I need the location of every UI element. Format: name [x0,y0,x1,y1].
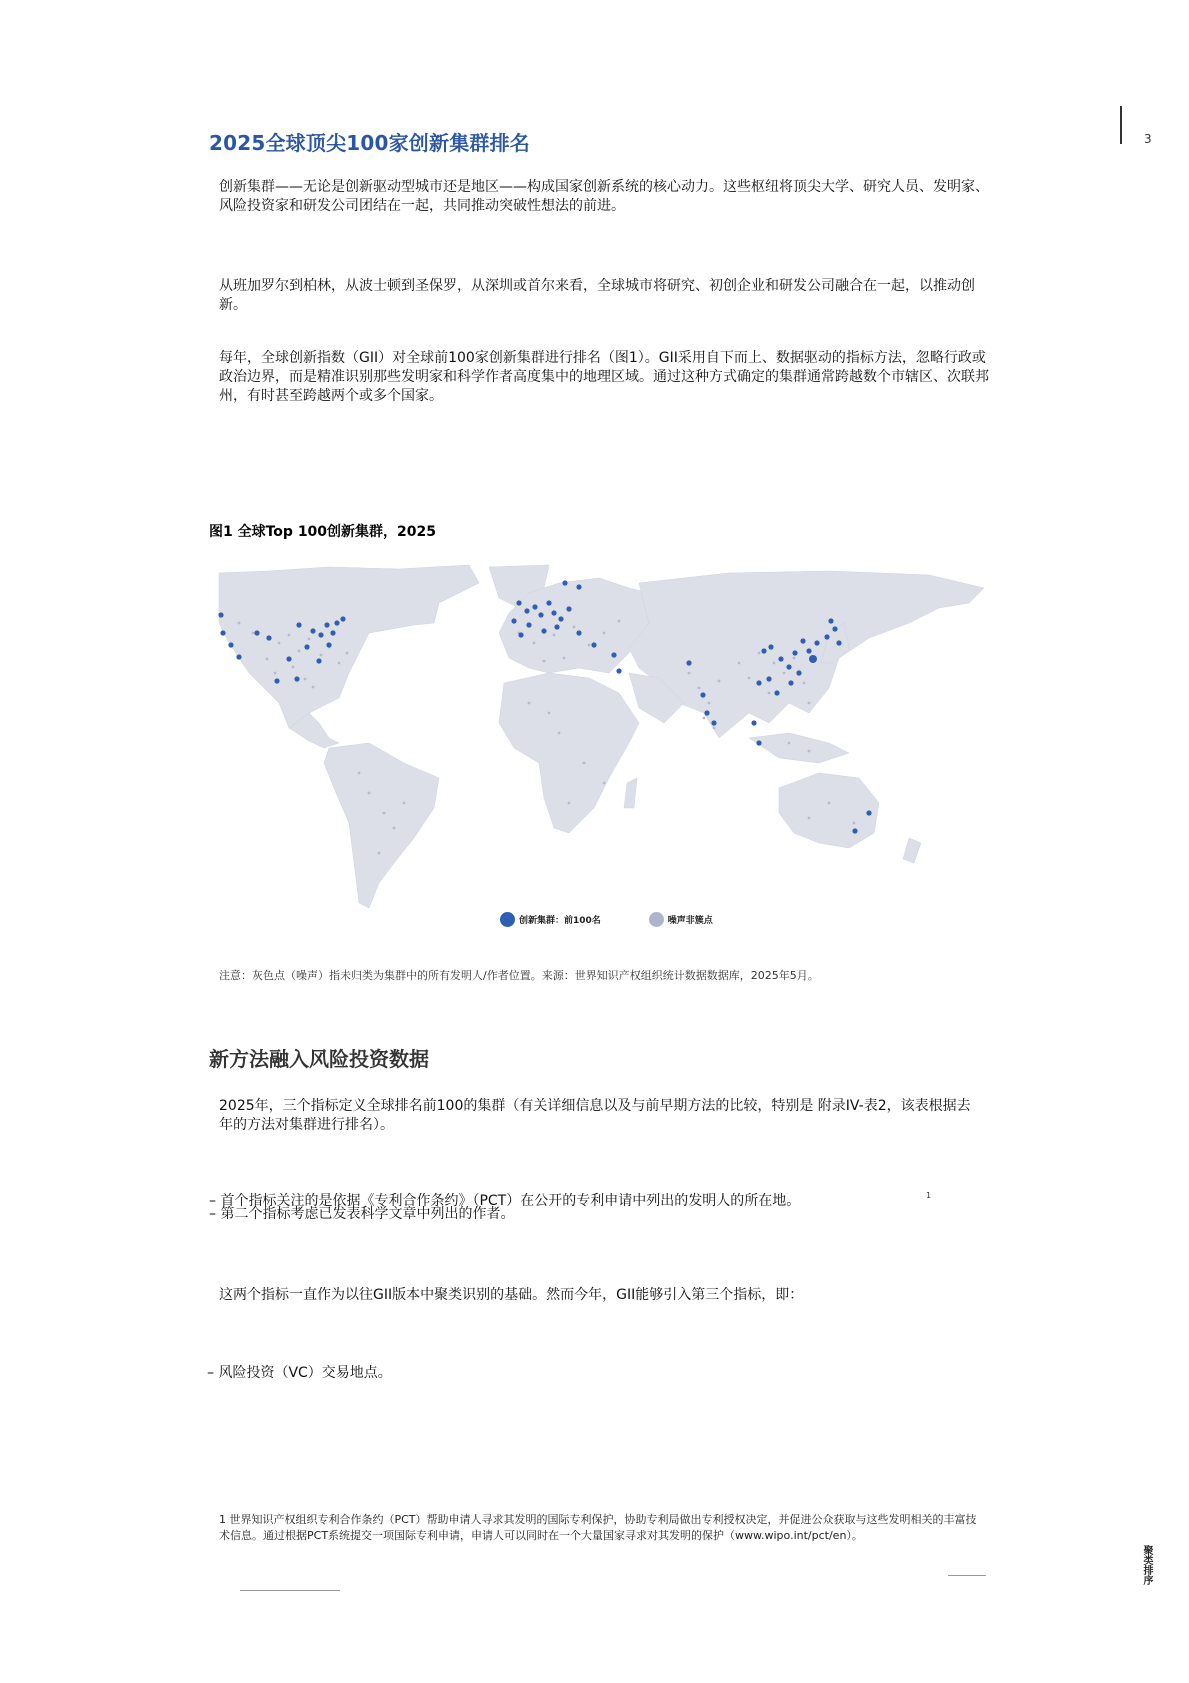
legend-noise-label: 噪声非簇点 [667,916,713,926]
bullet-item-pct: – 首个指标关注的是依据《专利合作条约》（PCT）在公开的专利申请中列出的发明人的所在地。 [209,1193,801,1209]
legend-cluster-label: 创新集群：前100名 [519,916,601,926]
madagascar-landmass [624,778,637,808]
page-number: 3 [1144,132,1152,146]
southeast-asia-islands [749,733,849,763]
continents [219,565,984,908]
south-america-landmass [324,743,439,908]
footnote: 1 世界知识产权组织专利合作条约（PCT）帮助申请人寻求其发明的国际专利保护，协助专利局做出专利授权决定，并促进公众获取与这些发明相关的丰富技术信息。通过根据PCT系统提交一项国际专利申请，申请人可以同时在一个大量国家寻求对其发明的保护（www.wipo.int/pct/en）。 [219,1513,977,1542]
bullet-item-authors: – 第二个指标考虑已发表科学文章中列出的作者。 [209,1206,515,1222]
north-america-landmass [219,565,479,728]
footer-rule-right [948,1575,986,1576]
noise-dot-icon [649,912,664,927]
intro-paragraph-1: 创新集群——无论是创新驱动型城市还是地区——构成国家创新系统的核心动力。这些枢纽将顶尖大学、研究人员、发明家、风险投资家和研发公司团结在一起，共同推动突破性想法的前进。 [219,179,989,214]
bullet-item-vc: – 风险投资（VC）交易地点。 [207,1365,392,1381]
section-paragraph-1: 2025年，三个指标定义全球排名前100的集群（有关详细信息以及与前早期方法的比较，特别是 附录IV-表2，该表根据去年的方法对集群进行排名）。 [219,1098,971,1133]
page-title: 2025全球顶尖100家创新集群排名 [209,131,531,155]
australia-landmass [779,773,879,848]
new-zealand-landmass [903,838,921,863]
page-rule [1120,106,1122,144]
figure-note: 注意：灰色点（噪声）指未归类为集群中的所有发明人/作者位置。来源：世界知识产权组织统计数据数据库，2025年5月。 [219,969,819,982]
section-paragraph-2: 这两个指标一直作为以往GII版本中聚类识别的基础。然而今年，GII能够引入第三个指标，即： [219,1287,804,1303]
africa-landmass [499,673,639,833]
cluster-dot-icon [500,912,515,927]
asia-landmass [629,571,984,738]
section-heading: 新方法融入风险投资数据 [209,1047,429,1071]
footnote-marker: 1 [926,1191,932,1200]
map-legend [500,912,761,927]
figure-title: 图1 全球Top 100创新集群，2025 [209,524,437,540]
legend-cluster [500,912,601,927]
footer-rule-left [240,1590,340,1591]
intro-paragraph-2: 从班加罗尔到柏林，从波士顿到圣保罗，从深圳或首尔来看，全球城市将研究、初创企业和研发公司融合在一起，以推动创新。 [219,278,975,313]
side-section-label: 聚类排序 [1141,1545,1152,1585]
legend-noise [649,912,713,927]
intro-paragraph-3: 每年，全球创新指数（GII）对全球前100家创新集群进行排名（图1）。GII采用自下而上、数据驱动的指标方法，忽略行政或政治边界，而是精准识别那些发明家和科学作者高度集中的地理区域。通过这种方式确定的集群通常跨越数个市辖区、次联邦州，有时甚至跨越两个或多个国家。 [219,350,989,404]
world-cluster-map [209,563,989,933]
